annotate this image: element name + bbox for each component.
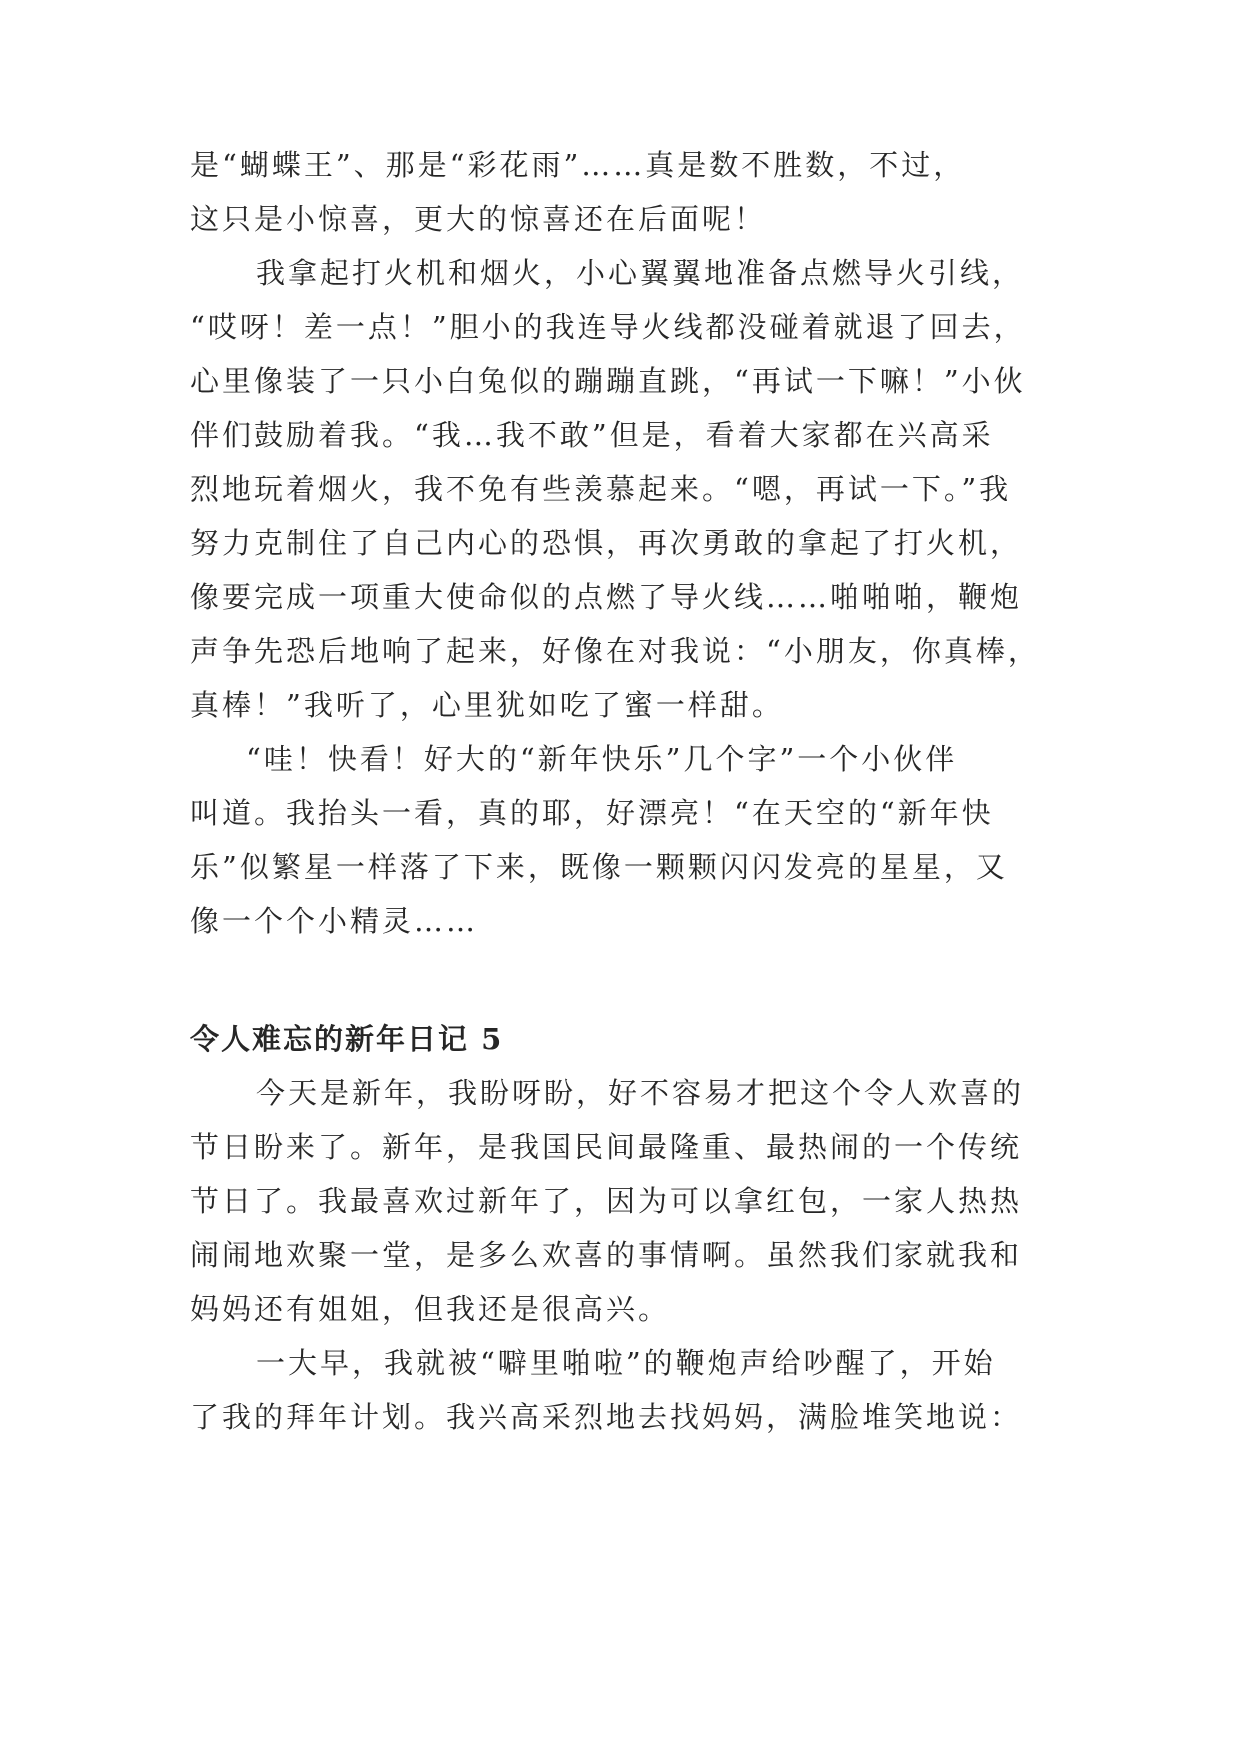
paragraph-line: 是“蝴蝶王”、那是“彩花雨”……真是数不胜数，不过， [190, 148, 966, 182]
section-heading: 令人难忘的新年日记 5 [190, 1022, 504, 1056]
paragraph-line: 今天是新年，我盼呀盼，好不容易才把这个令人欢喜的 [256, 1076, 1025, 1110]
paragraph-line: 闹闹地欢聚一堂，是多么欢喜的事情啊。虽然我们家就我和 [190, 1238, 1023, 1272]
paragraph-line: 了我的拜年计划。我兴高采烈地去找妈妈，满脸堆笑地说： [190, 1400, 1023, 1434]
paragraph-line: 乐”似繁星一样落了下来，既像一颗颗闪闪发亮的星星，又 [190, 850, 1008, 884]
paragraph-line: 真棒！”我听了，心里犹如吃了蜜一样甜。 [190, 688, 784, 722]
body-text-section-b [190, 1066, 1050, 1444]
paragraph-line: 这只是小惊喜，更大的惊喜还在后面呢！ [190, 202, 767, 236]
paragraph-line: 妈妈还有姐姐，但我还是很高兴。 [190, 1292, 671, 1326]
paragraph-line: “哇！快看！好大的“新年快乐”几个字”一个小伙伴 [246, 742, 958, 776]
paragraph-line: “哎呀！差一点！”胆小的我连导火线都没碰着就退了回去， [190, 310, 1026, 344]
paragraph-line: 节日了。我最喜欢过新年了，因为可以拿红包，一家人热热 [190, 1184, 1023, 1218]
paragraph-line: 努力克制住了自己内心的恐惧，再次勇敢的拿起了打火机， [190, 526, 1023, 560]
paragraph-line: 叫道。我抬头一看，真的耶，好漂亮！“在天空的“新年快 [190, 796, 994, 830]
paragraph-line: 烈地玩着烟火，我不免有些羡慕起来。“嗯，再试一下。”我 [190, 472, 1012, 506]
paragraph-line: 声争先恐后地响了起来，好像在对我说：“小朋友，你真棒， [190, 634, 1040, 668]
paragraph-line: 像一个个小精灵…… [190, 904, 479, 938]
paragraph-line: 我拿起打火机和烟火，小心翼翼地准备点燃导火引线， [256, 256, 1025, 290]
paragraph-line: 心里像装了一只小白兔似的蹦蹦直跳，“再试一下嘛！”小伙 [190, 364, 1026, 398]
paragraph-line: 节日盼来了。新年，是我国民间最隆重、最热闹的一个传统 [190, 1130, 1023, 1164]
paragraph-line: 像要完成一项重大使命似的点燃了导火线……啪啪啪，鞭炮 [190, 580, 1023, 614]
paragraph-line: 伴们鼓励着我。“我…我不敢”但是，看着大家都在兴高采 [190, 418, 994, 452]
body-text-section-a [190, 138, 1050, 948]
paragraph-line: 一大早，我就被“噼里啪啦”的鞭炮声给吵醒了，开始 [256, 1346, 996, 1380]
